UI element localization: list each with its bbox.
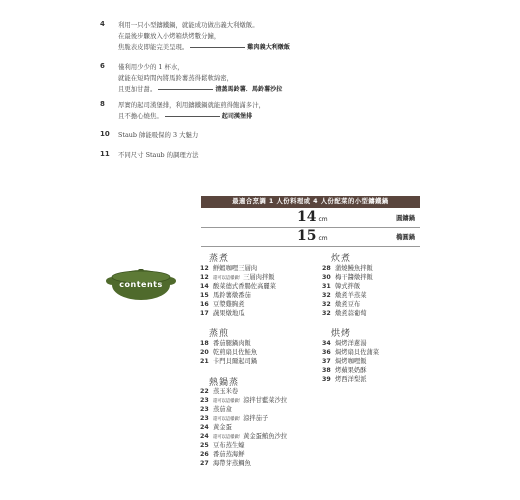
intro-number: 11 bbox=[100, 150, 110, 158]
recipe-item bbox=[322, 367, 366, 375]
section-title-reguo: 熱鍋蒸 bbox=[209, 378, 240, 388]
recipe-title: 番茄蒸海鮮 bbox=[213, 451, 245, 458]
size-label: 圓鑄鍋 bbox=[396, 215, 415, 222]
section-title-zhu: 蒸煮 bbox=[209, 254, 230, 264]
recipe-title: 焗烤扇貝佐蒲菜 bbox=[335, 349, 380, 356]
recipe-page: 25 bbox=[200, 442, 209, 449]
recipe-title: 燉煮蒜葡萄 bbox=[335, 310, 367, 317]
recipe-page: 34 bbox=[322, 340, 331, 347]
recipe-page: 32 bbox=[322, 310, 331, 317]
recipe-page: 12 bbox=[200, 274, 209, 281]
recipe-page: 20 bbox=[200, 349, 209, 356]
recipe-title: 蒸茄盒 bbox=[213, 406, 232, 413]
size-value: 14 bbox=[297, 209, 317, 225]
recipe-title: 韓式拌飯 bbox=[335, 283, 361, 290]
intro-line bbox=[118, 42, 418, 53]
recipe-page: 30 bbox=[322, 274, 331, 281]
recipe-page: 17 bbox=[200, 310, 209, 317]
recipe-prefix: 還可以這樣做！ bbox=[213, 417, 244, 422]
recipe-item bbox=[322, 265, 373, 273]
recipe-item bbox=[200, 424, 232, 432]
size-number bbox=[297, 227, 328, 248]
recipe-page: 23 bbox=[200, 415, 209, 422]
size-value: 15 bbox=[297, 228, 317, 244]
intro-line: 厚實的起司漢堡排，利用鑄鐵鍋就能煎得飽滿多汁， bbox=[118, 101, 265, 109]
intro-number: 4 bbox=[100, 20, 105, 28]
recipe-item bbox=[200, 349, 257, 357]
dash-divider bbox=[165, 116, 220, 117]
recipe-title: 蒲燒鰻魚拌飯 bbox=[335, 265, 373, 272]
recipe-item bbox=[200, 433, 287, 442]
intro-text bbox=[118, 20, 418, 53]
recipe-page: 22 bbox=[200, 388, 209, 395]
recipe-item bbox=[200, 301, 244, 309]
recipe-item bbox=[322, 376, 366, 384]
recipe-title: 鮮蝦咖哩三層肉 bbox=[213, 265, 258, 272]
recipe-page: 12 bbox=[200, 265, 209, 272]
intro-number: 8 bbox=[100, 100, 105, 108]
recipe-title: 卡門貝爾起司鍋 bbox=[213, 358, 258, 365]
intro-text bbox=[118, 62, 418, 95]
recipe-title: 豆布蒸生蠔 bbox=[213, 442, 245, 449]
intro-text bbox=[118, 150, 418, 161]
recipe-page: 32 bbox=[322, 292, 331, 299]
recipe-item bbox=[322, 292, 366, 300]
recipe-title: 蔬果燉地瓜 bbox=[213, 310, 245, 317]
recipe-item bbox=[322, 283, 360, 291]
recipe-title: 梅干醬燉拌飯 bbox=[335, 274, 373, 281]
recipe-title: 豆漿雞胸煮 bbox=[213, 301, 245, 308]
dash-divider bbox=[190, 47, 245, 48]
size-row-15 bbox=[201, 227, 420, 247]
recipe-title: 三層肉拌飯 bbox=[243, 274, 275, 281]
intro-line bbox=[118, 111, 418, 122]
dash-divider bbox=[158, 89, 213, 90]
recipe-item bbox=[200, 358, 257, 366]
cast-iron-pot-icon bbox=[105, 255, 177, 303]
recipe-title: 黃金蛋 bbox=[213, 424, 232, 431]
section-title-kao: 烘烤 bbox=[331, 329, 352, 339]
intro-line: 在最後步驟放入小烤箱烘烤數分鐘， bbox=[118, 32, 221, 40]
recipe-title: 烤蘋果奶酥 bbox=[335, 367, 367, 374]
intro-text bbox=[118, 100, 418, 122]
recipe-item bbox=[200, 274, 275, 283]
recipe-page: 31 bbox=[322, 283, 331, 290]
intro-text bbox=[118, 130, 418, 141]
recipe-title: 焗烤咖哩飯 bbox=[335, 358, 367, 365]
recipe-item bbox=[322, 340, 366, 348]
recipe-prefix: 還可以這樣做！ bbox=[213, 276, 244, 281]
recipe-page: 23 bbox=[200, 406, 209, 413]
recipe-title: 海帶芽蒸鯛魚 bbox=[213, 460, 251, 467]
recipe-page: 39 bbox=[322, 376, 331, 383]
recipe-title: 燉煮豆布 bbox=[335, 301, 361, 308]
recipe-item bbox=[200, 415, 268, 424]
recipe-item bbox=[322, 301, 360, 309]
recipe-page: 24 bbox=[200, 424, 209, 431]
recipe-title: 涼拌甘藍菜沙拉 bbox=[243, 397, 288, 404]
recipe-page: 37 bbox=[322, 358, 331, 365]
recipe-item bbox=[200, 265, 257, 273]
intro-line: 利用一只小型鑄鐵鍋，就能成功做出義大利燉飯。 bbox=[118, 21, 259, 29]
intro-line-text: 焦脆表皮即能完美呈現。 bbox=[118, 43, 189, 51]
recipe-page: 16 bbox=[200, 301, 209, 308]
intro-line: 不同尺寸 Staub 的調理方法 bbox=[118, 151, 199, 159]
recipe-item bbox=[322, 310, 366, 318]
recipe-prefix: 還可以這樣做！ bbox=[213, 435, 244, 440]
recipe-item bbox=[322, 274, 373, 282]
recipe-page: 36 bbox=[322, 349, 331, 356]
section-banner: 最適合烹調 1 人份料理或 4 人份配菜的小型鑄鐵鍋 bbox=[201, 196, 420, 208]
intro-line bbox=[118, 84, 418, 95]
recipe-page: 28 bbox=[322, 265, 331, 272]
recipe-page: 32 bbox=[322, 301, 331, 308]
recipe-item bbox=[322, 349, 379, 357]
size-number bbox=[297, 208, 328, 229]
intro-dish-name: 清蒸馬鈴薯．馬鈴薯沙拉 bbox=[215, 86, 283, 93]
intro-number: 10 bbox=[100, 130, 110, 138]
recipe-title: 涼拌茄子 bbox=[243, 415, 269, 422]
recipe-title: 烤西洋梨派 bbox=[335, 376, 367, 383]
size-row-14 bbox=[201, 208, 420, 228]
recipe-title: 蒸玉米卷 bbox=[213, 388, 239, 395]
intro-number: 6 bbox=[100, 62, 105, 70]
recipe-page: 14 bbox=[200, 283, 209, 290]
intro-line: 就能在短時間內將馬鈴薯蒸得鬆軟綿密， bbox=[118, 74, 234, 82]
recipe-page: 38 bbox=[322, 367, 331, 374]
recipe-title: 馬鈴薯燉番茄 bbox=[213, 292, 251, 299]
recipe-prefix: 還可以這樣做！ bbox=[213, 399, 244, 404]
section-title-jian: 蒸煎 bbox=[209, 329, 230, 339]
size-unit: cm bbox=[318, 235, 328, 242]
recipe-page: 18 bbox=[200, 340, 209, 347]
intro-line-text: 且不擔心燒焦。 bbox=[118, 112, 163, 120]
recipe-title: 酸菜德式香腸佐高麗菜 bbox=[213, 283, 276, 290]
recipe-title: 焗烤洋蔥湯 bbox=[335, 340, 367, 347]
recipe-page: 23 bbox=[200, 397, 209, 404]
recipe-item bbox=[200, 283, 276, 291]
recipe-item bbox=[200, 451, 244, 459]
recipe-item bbox=[200, 310, 244, 318]
intro-line: 僅利用少少的 1 杯水， bbox=[118, 63, 184, 71]
recipe-item bbox=[200, 442, 244, 450]
recipe-item bbox=[200, 340, 251, 348]
recipe-page: 15 bbox=[200, 292, 209, 299]
recipe-page: 27 bbox=[200, 460, 209, 467]
recipe-item bbox=[200, 388, 238, 396]
size-unit: cm bbox=[318, 216, 328, 223]
recipe-item bbox=[200, 406, 232, 414]
recipe-item bbox=[200, 397, 287, 406]
recipe-title: 燉煮羊蒸菜 bbox=[335, 292, 367, 299]
section-title-zhu2: 炊煮 bbox=[331, 254, 352, 264]
recipe-title: 黃金蛋鮪魚沙拉 bbox=[243, 433, 288, 440]
contents-label: contents bbox=[119, 280, 163, 289]
recipe-page: 21 bbox=[200, 358, 209, 365]
recipe-title: 乾煎扇貝佐鮭魚 bbox=[213, 349, 258, 356]
recipe-item bbox=[200, 460, 251, 468]
intro-dish-name: 雞肉義大利燉飯 bbox=[247, 44, 290, 51]
intro-line-text: 且更加甘甜。 bbox=[118, 85, 157, 93]
intro-dish-name: 起司漢堡排 bbox=[221, 113, 253, 120]
recipe-item bbox=[200, 292, 251, 300]
size-label: 橢圓鍋 bbox=[396, 234, 415, 241]
intro-line: Staub 帥能吸保的 3 大魅力 bbox=[118, 131, 199, 139]
recipe-title: 番茄腿鍋肉飯 bbox=[213, 340, 251, 347]
recipe-page: 24 bbox=[200, 433, 209, 440]
recipe-item bbox=[322, 358, 366, 366]
recipe-page: 26 bbox=[200, 451, 209, 458]
